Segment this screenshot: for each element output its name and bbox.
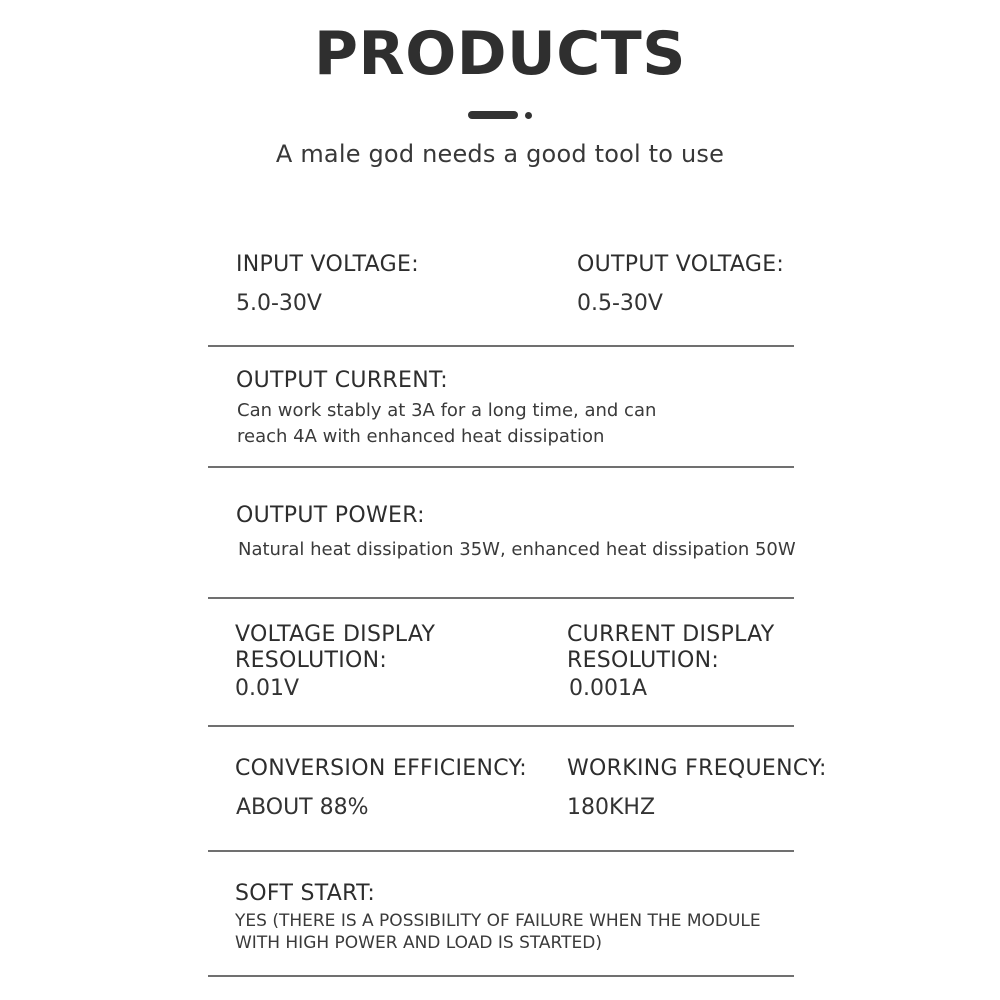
conversion-efficiency-value: ABOUT 88% xyxy=(236,795,369,820)
soft-start-line1: YES (THERE IS A POSSIBILITY OF FAILURE WHEN THE MODULE xyxy=(235,911,761,931)
divider xyxy=(208,345,794,347)
voltage-display-value: 0.01V xyxy=(235,676,300,701)
output-current-line2: reach 4A with enhanced heat dissipation xyxy=(237,426,605,447)
soft-start-line2: WITH HIGH POWER AND LOAD IS STARTED) xyxy=(235,933,602,953)
output-voltage-label: OUTPUT VOLTAGE: xyxy=(577,252,785,277)
page-subtitle: A male god needs a good tool to use xyxy=(275,140,725,168)
output-power-label: OUTPUT POWER: xyxy=(236,503,425,528)
divider xyxy=(208,597,794,599)
divider xyxy=(208,975,794,977)
soft-start-label: SOFT START: xyxy=(235,881,376,906)
output-power-value: Natural heat dissipation 35W, enhanced heat dissipation 50W xyxy=(238,539,796,560)
working-frequency-value: 180KHZ xyxy=(567,795,656,820)
current-display-label-line1: CURRENT DISPLAY xyxy=(567,622,775,647)
working-frequency-label: WORKING FREQUENCY: xyxy=(567,756,827,781)
conversion-efficiency-label: CONVERSION EFFICIENCY: xyxy=(235,756,527,781)
output-current-line1: Can work stably at 3A for a long time, and can xyxy=(237,400,657,421)
voltage-display-label-line1: VOLTAGE DISPLAY xyxy=(235,622,436,647)
divider xyxy=(208,725,794,727)
current-display-label-line2: RESOLUTION: xyxy=(567,648,720,673)
title-underline-dot xyxy=(525,112,532,119)
divider xyxy=(208,850,794,852)
input-voltage-value: 5.0-30V xyxy=(236,291,322,316)
title-underline-bar xyxy=(468,111,518,119)
current-display-value: 0.001A xyxy=(569,676,648,701)
output-current-label: OUTPUT CURRENT: xyxy=(236,368,448,393)
voltage-display-label-line2: RESOLUTION: xyxy=(235,648,388,673)
output-voltage-value: 0.5-30V xyxy=(577,291,663,316)
divider xyxy=(208,466,794,468)
page-title: PRODUCTS xyxy=(314,19,686,89)
input-voltage-label: INPUT VOLTAGE: xyxy=(236,252,419,277)
